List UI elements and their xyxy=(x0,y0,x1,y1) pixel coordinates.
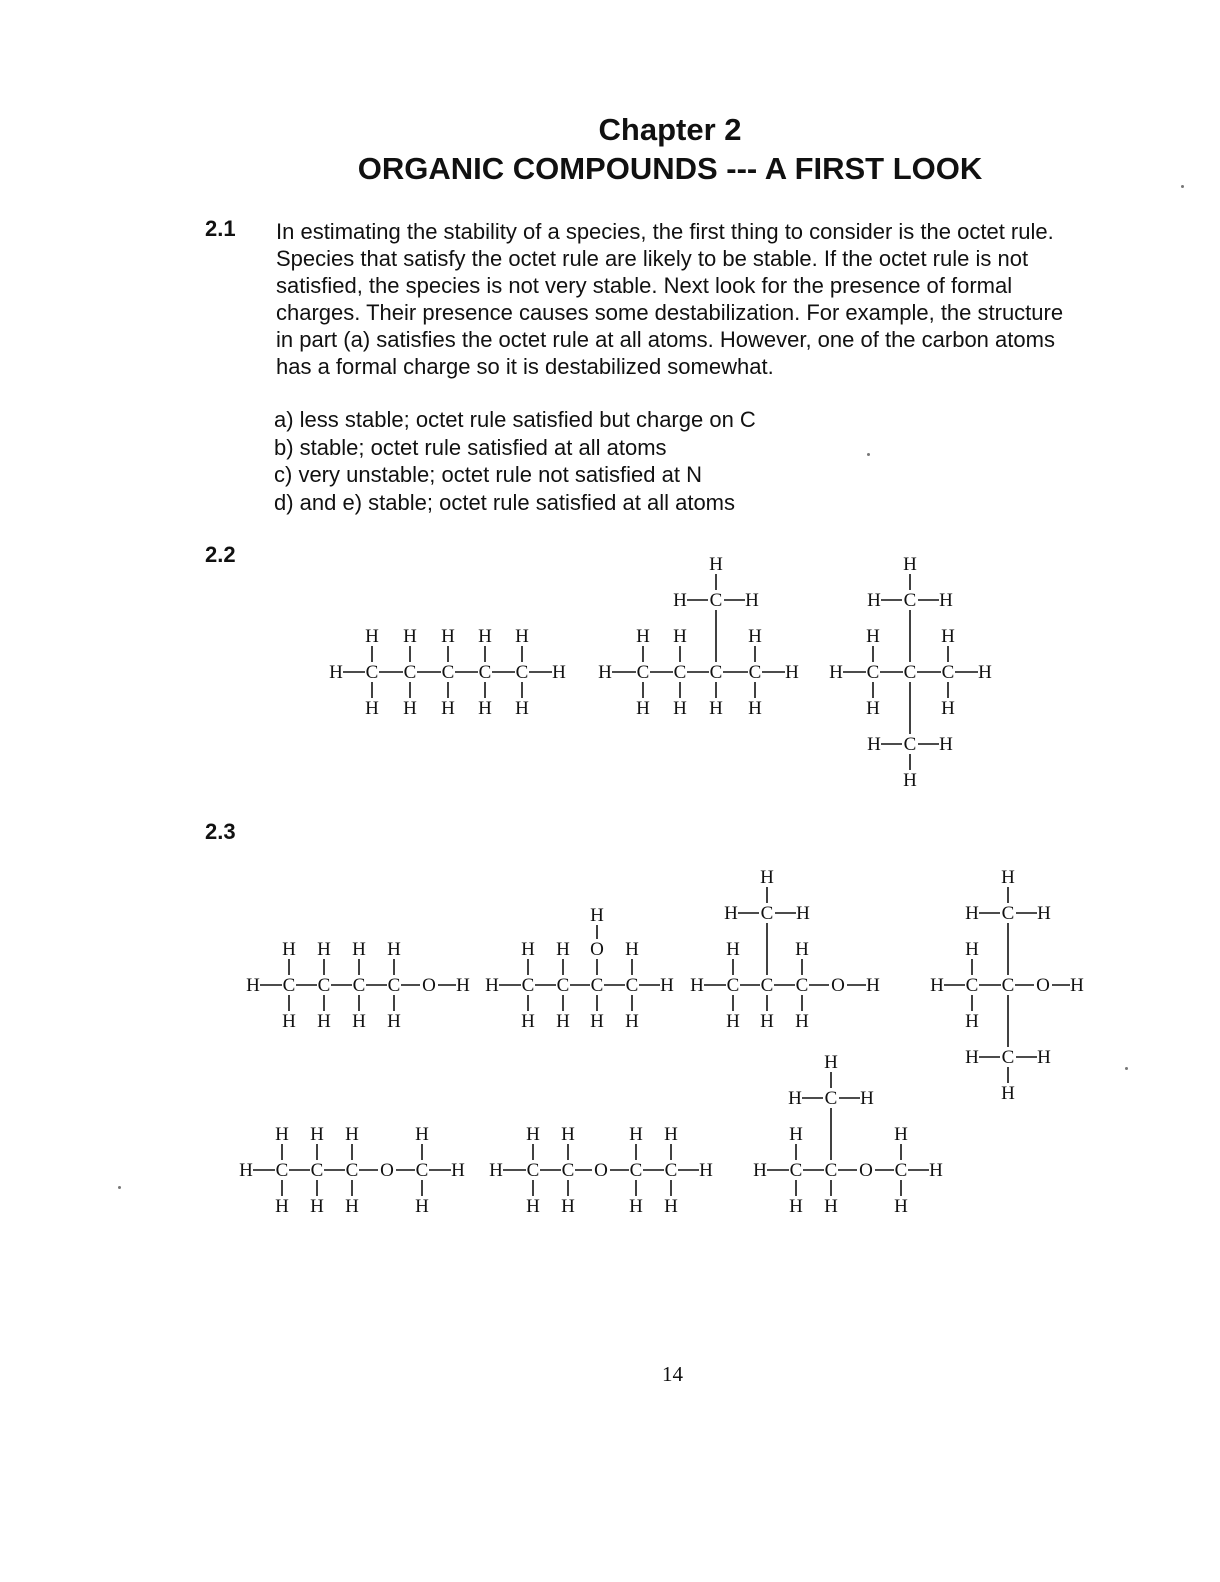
hydrogen-atom: H xyxy=(789,1124,803,1145)
hydrogen-atom: H xyxy=(636,698,650,719)
hydrogen-atom: H xyxy=(930,975,944,996)
carbon-atom: C xyxy=(824,1088,838,1109)
carbon-atom: C xyxy=(275,1160,289,1181)
carbon-atom: C xyxy=(965,975,979,996)
hydrogen-atom: H xyxy=(275,1124,289,1145)
scan-speck xyxy=(867,453,870,456)
carbon-atom: C xyxy=(629,1160,643,1181)
hydrogen-atom: H xyxy=(352,939,366,960)
oxygen-atom: O xyxy=(831,975,845,996)
hydrogen-atom: H xyxy=(365,698,379,719)
hydrogen-atom: H xyxy=(403,698,417,719)
hydrogen-atom: H xyxy=(699,1160,713,1181)
problem-number-2-2: 2.2 xyxy=(205,542,236,567)
hydrogen-atom: H xyxy=(441,626,455,647)
hydrogen-atom: H xyxy=(748,626,762,647)
hydrogen-atom: H xyxy=(526,1124,540,1145)
hydrogen-atom: H xyxy=(629,1124,643,1145)
carbon-atom: C xyxy=(415,1160,429,1181)
hydrogen-atom: H xyxy=(795,939,809,960)
carbon-atom: C xyxy=(556,975,570,996)
hydrogen-atom: H xyxy=(866,626,880,647)
hydrogen-atom: H xyxy=(824,1196,838,1217)
hydrogen-atom: H xyxy=(282,939,296,960)
hydrogen-atom: H xyxy=(310,1124,324,1145)
carbon-atom: C xyxy=(760,903,774,924)
paragraph-line: charges. Their presence causes some destabilization. For example, the structure xyxy=(276,300,1064,325)
hydrogen-atom: H xyxy=(939,734,953,755)
hydrogen-atom: H xyxy=(965,939,979,960)
hydrogen-atom: H xyxy=(824,1052,838,1073)
hydrogen-atom: H xyxy=(760,867,774,888)
hydrogen-atom: H xyxy=(978,662,992,683)
hydrogen-atom: H xyxy=(726,1011,740,1032)
structure-methyl-isopropyl-ether xyxy=(753,1052,943,1217)
hydrogen-atom: H xyxy=(1001,1083,1015,1104)
hydrogen-atom: H xyxy=(489,1160,503,1181)
carbon-atom: C xyxy=(521,975,535,996)
hydrogen-atom: H xyxy=(726,939,740,960)
carbon-atom: C xyxy=(824,1160,838,1181)
carbon-atom: C xyxy=(282,975,296,996)
paragraph-line: in part (a) satisfies the octet rule at all atoms. However, one of the carbon atoms xyxy=(276,327,1055,352)
hydrogen-atom: H xyxy=(894,1196,908,1217)
hydrogen-atom: H xyxy=(521,1011,535,1032)
hydrogen-atom: H xyxy=(345,1124,359,1145)
hydrogen-atom: H xyxy=(929,1160,943,1181)
problem-number-2-1: 2.1 xyxy=(205,216,236,241)
oxygen-atom: O xyxy=(859,1160,873,1181)
paragraph-line: has a formal charge so it is destabilized somewhat. xyxy=(276,354,774,379)
hydrogen-atom: H xyxy=(521,939,535,960)
hydrogen-atom: H xyxy=(246,975,260,996)
carbon-atom: C xyxy=(365,662,379,683)
hydrogen-atom: H xyxy=(866,975,880,996)
answer-a: a) less stable; octet rule satisfied but charge on C xyxy=(274,407,756,432)
carbon-atom: C xyxy=(310,1160,324,1181)
hydrogen-atom: H xyxy=(526,1196,540,1217)
carbon-atom: C xyxy=(709,590,723,611)
hydrogen-atom: H xyxy=(789,1196,803,1217)
hydrogen-atom: H xyxy=(561,1124,575,1145)
structure-2-2-dimethylpropane xyxy=(829,554,992,791)
carbon-atom: C xyxy=(903,734,917,755)
hydrogen-atom: H xyxy=(310,1196,324,1217)
carbon-atom: C xyxy=(941,662,955,683)
hydrogen-atom: H xyxy=(415,1196,429,1217)
hydrogen-atom: H xyxy=(561,1196,575,1217)
hydrogen-atom: H xyxy=(894,1124,908,1145)
hydrogen-atom: H xyxy=(965,1047,979,1068)
paragraph-line: satisfied, the species is not very stable. Next look for the presence of formal xyxy=(276,273,1013,298)
hydrogen-atom: H xyxy=(275,1196,289,1217)
carbon-atom: C xyxy=(1001,1047,1015,1068)
hydrogen-atom: H xyxy=(939,590,953,611)
hydrogen-atom: H xyxy=(403,626,417,647)
hydrogen-atom: H xyxy=(745,590,759,611)
hydrogen-atom: H xyxy=(598,662,612,683)
hydrogen-atom: H xyxy=(451,1160,465,1181)
hydrogen-atom: H xyxy=(903,554,917,575)
hydrogen-atom: H xyxy=(673,698,687,719)
hydrogen-atom: H xyxy=(387,939,401,960)
hydrogen-atom: H xyxy=(941,698,955,719)
hydrogen-atom: H xyxy=(1001,867,1015,888)
carbon-atom: C xyxy=(317,975,331,996)
paragraph-line: In estimating the stability of a species, the first thing to consider is the octet rule. xyxy=(276,219,1054,244)
hydrogen-atom: H xyxy=(690,975,704,996)
hydrogen-atom: H xyxy=(352,1011,366,1032)
hydrogen-atom: H xyxy=(415,1124,429,1145)
carbon-atom: C xyxy=(903,662,917,683)
hydrogen-atom: H xyxy=(788,1088,802,1109)
oxygen-atom: O xyxy=(594,1160,608,1181)
oxygen-atom: O xyxy=(590,939,604,960)
carbon-atom: C xyxy=(664,1160,678,1181)
structure-2-methylbutane xyxy=(598,554,799,719)
hydrogen-atom: H xyxy=(636,626,650,647)
hydrogen-atom: H xyxy=(629,1196,643,1217)
structure-2-methyl-2-propanol xyxy=(930,867,1084,1104)
hydrogen-atom: H xyxy=(660,975,674,996)
carbon-atom: C xyxy=(709,662,723,683)
hydrogen-atom: H xyxy=(965,903,979,924)
hydrogen-atom: H xyxy=(941,626,955,647)
hydrogen-atom: H xyxy=(441,698,455,719)
problem-number-2-3: 2.3 xyxy=(205,819,236,844)
hydrogen-atom: H xyxy=(673,590,687,611)
chapter-title: ORGANIC COMPOUNDS --- A FIRST LOOK xyxy=(357,151,983,186)
structure-pentane xyxy=(329,626,566,719)
hydrogen-atom: H xyxy=(239,1160,253,1181)
hydrogen-atom: H xyxy=(796,903,810,924)
hydrogen-atom: H xyxy=(867,590,881,611)
carbon-atom: C xyxy=(561,1160,575,1181)
carbon-atom: C xyxy=(1001,903,1015,924)
answer-c: c) very unstable; octet rule not satisfied at N xyxy=(274,462,702,487)
hydrogen-atom: H xyxy=(1037,1047,1051,1068)
hydrogen-atom: H xyxy=(556,1011,570,1032)
page-number: 14 xyxy=(662,1362,683,1386)
carbon-atom: C xyxy=(636,662,650,683)
carbon-atom: C xyxy=(345,1160,359,1181)
hydrogen-atom: H xyxy=(748,698,762,719)
hydrogen-atom: H xyxy=(785,662,799,683)
hydrogen-atom: H xyxy=(317,939,331,960)
carbon-atom: C xyxy=(903,590,917,611)
hydrogen-atom: H xyxy=(1037,903,1051,924)
hydrogen-atom: H xyxy=(795,1011,809,1032)
hydrogen-atom: H xyxy=(387,1011,401,1032)
hydrogen-atom: H xyxy=(625,1011,639,1032)
carbon-atom: C xyxy=(526,1160,540,1181)
carbon-atom: C xyxy=(894,1160,908,1181)
carbon-atom: C xyxy=(760,975,774,996)
hydrogen-atom: H xyxy=(456,975,470,996)
hydrogen-atom: H xyxy=(673,626,687,647)
hydrogen-atom: H xyxy=(903,770,917,791)
hydrogen-atom: H xyxy=(590,1011,604,1032)
hydrogen-atom: H xyxy=(829,662,843,683)
carbon-atom: C xyxy=(673,662,687,683)
hydrogen-atom: H xyxy=(625,939,639,960)
carbon-atom: C xyxy=(478,662,492,683)
oxygen-atom: O xyxy=(422,975,436,996)
carbon-atom: C xyxy=(441,662,455,683)
carbon-atom: C xyxy=(590,975,604,996)
structure-methyl-propyl-ether xyxy=(239,1124,465,1217)
hydrogen-atom: H xyxy=(345,1196,359,1217)
carbon-atom: C xyxy=(403,662,417,683)
hydrogen-atom: H xyxy=(664,1196,678,1217)
hydrogen-atom: H xyxy=(867,734,881,755)
carbon-atom: C xyxy=(726,975,740,996)
structure-1-butanol xyxy=(246,939,470,1032)
hydrogen-atom: H xyxy=(1070,975,1084,996)
hydrogen-atom: H xyxy=(590,905,604,926)
carbon-atom: C xyxy=(1001,975,1015,996)
oxygen-atom: O xyxy=(380,1160,394,1181)
hydrogen-atom: H xyxy=(478,698,492,719)
hydrogen-atom: H xyxy=(317,1011,331,1032)
scan-speck xyxy=(118,1186,121,1189)
carbon-atom: C xyxy=(625,975,639,996)
structure-2-methyl-1-propanol xyxy=(690,867,880,1032)
carbon-atom: C xyxy=(352,975,366,996)
hydrogen-atom: H xyxy=(365,626,379,647)
carbon-atom: C xyxy=(795,975,809,996)
hydrogen-atom: H xyxy=(552,662,566,683)
chapter-number: Chapter 2 xyxy=(598,112,742,147)
hydrogen-atom: H xyxy=(965,1011,979,1032)
hydrogen-atom: H xyxy=(709,698,723,719)
hydrogen-atom: H xyxy=(556,939,570,960)
hydrogen-atom: H xyxy=(709,554,723,575)
structure-2-butanol xyxy=(485,905,674,1032)
hydrogen-atom: H xyxy=(753,1160,767,1181)
hydrogen-atom: H xyxy=(664,1124,678,1145)
answer-d-e: d) and e) stable; octet rule satisfied at all atoms xyxy=(274,489,736,515)
answer-b: b) stable; octet rule satisfied at all atoms xyxy=(274,434,667,460)
carbon-atom: C xyxy=(789,1160,803,1181)
carbon-atom: C xyxy=(515,662,529,683)
hydrogen-atom: H xyxy=(866,698,880,719)
hydrogen-atom: H xyxy=(515,698,529,719)
paragraph-line: Species that satisfy the octet rule are likely to be stable. If the octet rule is not xyxy=(276,246,1029,271)
structure-diethyl-ether xyxy=(489,1124,713,1217)
hydrogen-atom: H xyxy=(515,626,529,647)
scan-speck xyxy=(1125,1067,1128,1070)
carbon-atom: C xyxy=(387,975,401,996)
scan-speck xyxy=(1181,185,1184,188)
hydrogen-atom: H xyxy=(478,626,492,647)
hydrogen-atom: H xyxy=(485,975,499,996)
carbon-atom: C xyxy=(748,662,762,683)
hydrogen-atom: H xyxy=(760,1011,774,1032)
hydrogen-atom: H xyxy=(282,1011,296,1032)
oxygen-atom: O xyxy=(1036,975,1050,996)
hydrogen-atom: H xyxy=(724,903,738,924)
hydrogen-atom: H xyxy=(329,662,343,683)
carbon-atom: C xyxy=(866,662,880,683)
hydrogen-atom: H xyxy=(860,1088,874,1109)
